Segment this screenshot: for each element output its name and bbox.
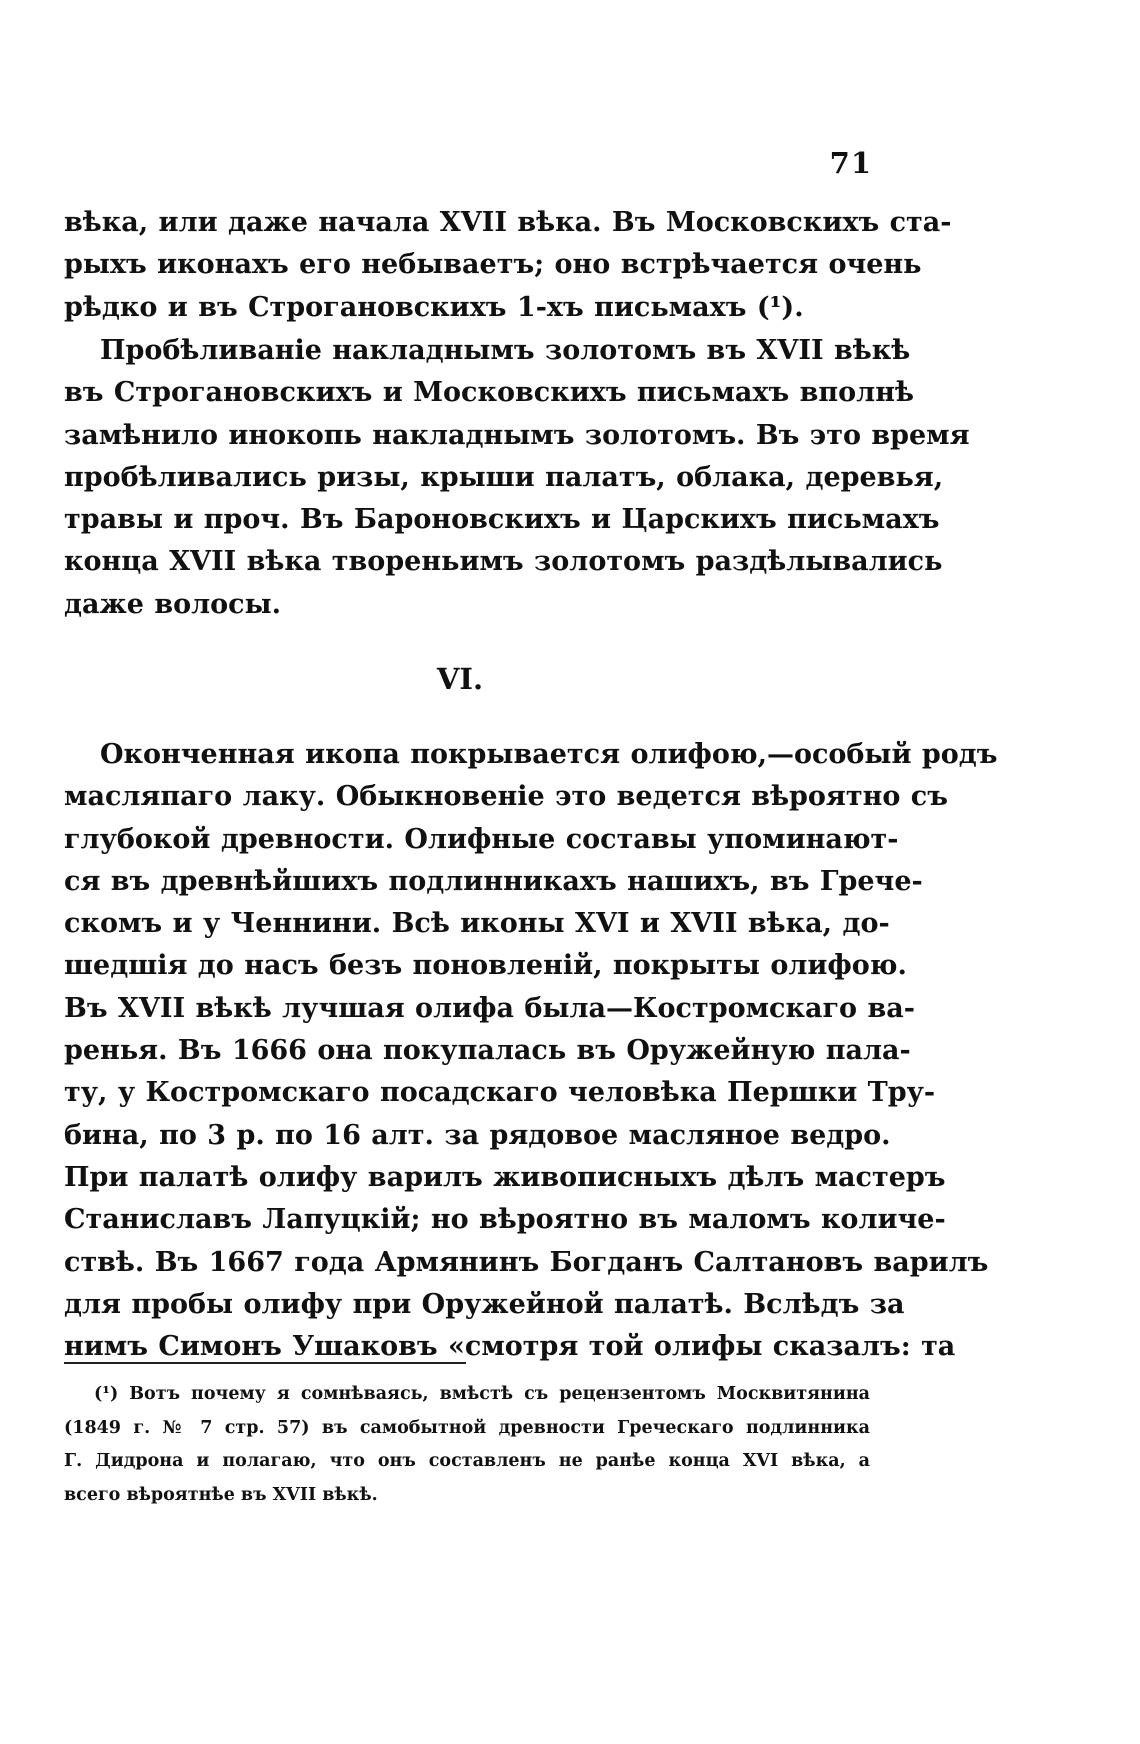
page-number: 71 — [829, 146, 872, 180]
text-line: шедшія до насъ безъ поновленій, покрыты олифою. — [64, 950, 907, 982]
footnote-line: (¹) Вотъ почему я сомнѣваясь, вмѣстѣ съ рецензентомъ Москвитянина — [94, 1384, 870, 1404]
text-line: травы и проч. Въ Бароновскихъ и Царскихъ письмахъ — [64, 504, 940, 536]
text-line: глубокой древности. Олифные составы упоминают- — [64, 823, 899, 855]
footnote-line: Г. Дидрона и полагаю, что онъ составленъ не ранѣе конца XVI вѣка, а — [64, 1451, 870, 1471]
footnote-divider — [64, 1362, 466, 1364]
text-line: ренья. Въ 1666 она покупалась въ Оружейную пала- — [64, 1035, 911, 1067]
text-line: въ Строгановскихъ и Московскихъ письмахъ вполнѣ — [64, 377, 914, 409]
section-heading: VI. — [436, 662, 484, 696]
text-line: вѣка, или даже начала XVII вѣка. Въ Московскихъ ста- — [64, 207, 952, 238]
footnote-line: всего вѣроятнѣе въ XVII вѣкѣ. — [64, 1484, 378, 1505]
text-line: Станиславъ Лапуцкій; но вѣроятно въ маломъ количе- — [64, 1204, 946, 1236]
footnote — [64, 1378, 870, 1512]
text-line: ту, у Костромскаго посадскаго человѣка Першки Тру- — [64, 1077, 936, 1109]
text-line: бина, по 3 р. по 16 алт. за рядовое масляное ведро. — [64, 1119, 891, 1151]
footnote-line: (1849 г. № 7 стр. 57) въ самобытной древности Греческаго подлинника — [64, 1417, 870, 1438]
text-line: рѣдко и въ Строгановскихъ 1-хъ письмахъ (¹). — [64, 291, 804, 323]
text-line: Оконченная икопа покрывается олифою,—особый родъ — [100, 739, 998, 770]
text-line: При палатѣ олифу варилъ живописныхъ дѣлъ мастеръ — [64, 1161, 946, 1193]
paragraph-olifa — [64, 734, 998, 1368]
text-line: даже волосы. — [64, 588, 282, 620]
text-line: Въ XVII вѣкѣ лучшая олифа была—Костромскаго ва- — [64, 992, 915, 1024]
text-line: скомъ и у Ченнини. Всѣ иконы XVI и XVII вѣка, до- — [64, 908, 890, 940]
text-line: для пробы олифу при Оружейной палатѣ. Вслѣдъ за — [64, 1288, 905, 1320]
text-line: пробѣливались ризы, крыши палатъ, облака, деревья, — [64, 461, 944, 493]
text-line: Пробѣливаніе накладнымъ золотомъ въ XVII вѣкѣ — [100, 335, 911, 366]
text-line: рыхъ иконахъ его небываетъ; оно встрѣчается очень — [64, 249, 922, 281]
text-line: нимъ Симонъ Ушаковъ «смотря той олифы сказалъ: та — [64, 1331, 956, 1363]
text-line: ствѣ. Въ 1667 года Армянинъ Богданъ Салтановъ варилъ — [64, 1246, 989, 1278]
paragraph-continuation — [64, 202, 952, 329]
text-line: масляпаго лаку. Обыкновеніе это ведется вѣроятно съ — [64, 781, 948, 813]
text-line: конца XVII вѣка твореньимъ золотомъ раздѣлывались — [64, 546, 943, 578]
text-line: замѣнило инокопь накладнымъ золотомъ. Въ это время — [64, 419, 970, 451]
text-line: ся въ древнѣйшихъ подлинникахъ нашихъ, въ Грече- — [64, 865, 923, 897]
paragraph-gilding — [64, 330, 970, 626]
